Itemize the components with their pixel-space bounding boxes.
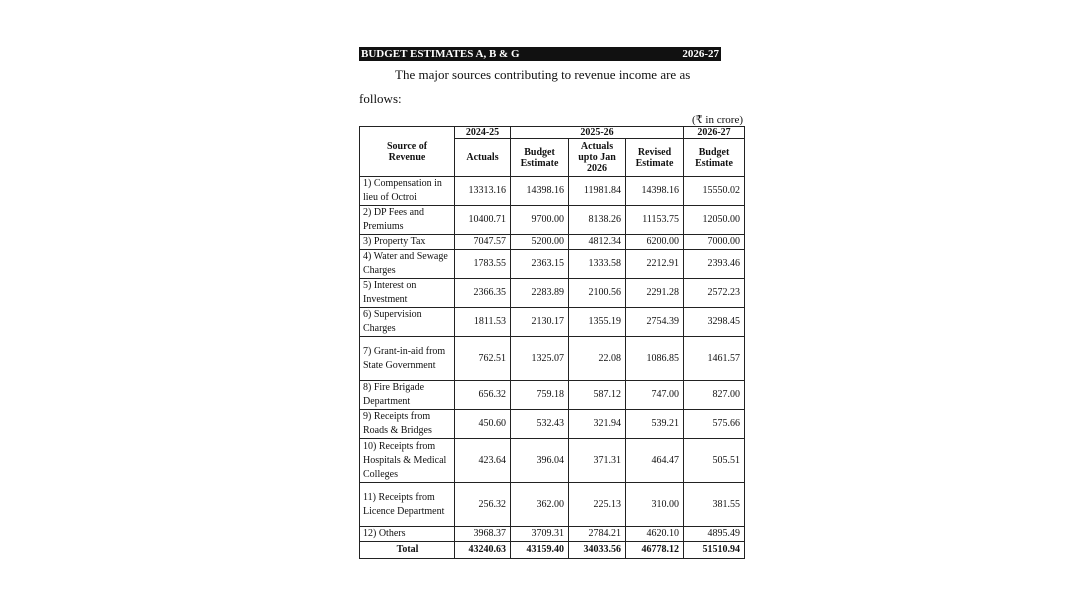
row-value: 2212.91 [626, 250, 684, 279]
row-value: 3968.37 [455, 527, 511, 542]
row-source: 3) Property Tax [360, 235, 455, 250]
row-value: 532.43 [511, 410, 569, 439]
table-row [360, 235, 745, 250]
row-value: 7047.57 [455, 235, 511, 250]
row-value: 362.00 [511, 483, 569, 527]
column-header: Budget Estimate [684, 139, 745, 177]
row-value: 2100.56 [569, 279, 626, 308]
table-row [360, 337, 745, 381]
table-row [360, 410, 745, 439]
row-source: 4) Water and Sewage Charges [360, 250, 455, 279]
table-row [360, 483, 745, 527]
row-value: 7000.00 [684, 235, 745, 250]
row-value: 13313.16 [455, 177, 511, 206]
row-value: 587.12 [569, 381, 626, 410]
total-value: 51510.94 [684, 542, 745, 559]
row-source: 1) Compensation in lieu of Octroi [360, 177, 455, 206]
row-value: 4620.10 [626, 527, 684, 542]
table-row [360, 308, 745, 337]
row-value: 14398.16 [511, 177, 569, 206]
row-value: 1811.53 [455, 308, 511, 337]
table-row [360, 439, 745, 483]
total-row [360, 542, 745, 559]
table-row [360, 527, 745, 542]
source-header: Source of Revenue [360, 127, 455, 177]
row-value: 2366.35 [455, 279, 511, 308]
year-header-2026-27: 2026-27 [684, 127, 745, 139]
row-source: 6) Supervision Charges [360, 308, 455, 337]
section-year: 2026-27 [682, 48, 719, 60]
column-header: Budget Estimate [511, 139, 569, 177]
row-value: 3298.45 [684, 308, 745, 337]
row-value: 505.51 [684, 439, 745, 483]
row-value: 1325.07 [511, 337, 569, 381]
row-value: 4812.34 [569, 235, 626, 250]
row-value: 14398.16 [626, 177, 684, 206]
row-source: 8) Fire Brigade Department [360, 381, 455, 410]
row-value: 225.13 [569, 483, 626, 527]
row-value: 575.66 [684, 410, 745, 439]
row-value: 2393.46 [684, 250, 745, 279]
row-value: 2283.89 [511, 279, 569, 308]
row-value: 450.60 [455, 410, 511, 439]
section-banner [359, 47, 721, 61]
row-value: 22.08 [569, 337, 626, 381]
intro-line-2: follows: [359, 91, 402, 106]
row-value: 5200.00 [511, 235, 569, 250]
row-value: 12050.00 [684, 206, 745, 235]
row-value: 310.00 [626, 483, 684, 527]
row-value: 1783.55 [455, 250, 511, 279]
row-value: 6200.00 [626, 235, 684, 250]
row-value: 2291.28 [626, 279, 684, 308]
intro-paragraph [359, 63, 745, 111]
row-value: 256.32 [455, 483, 511, 527]
row-value: 1355.19 [569, 308, 626, 337]
table-row [360, 279, 745, 308]
column-header: Actuals upto Jan 2026 [569, 139, 626, 177]
row-value: 747.00 [626, 381, 684, 410]
total-value: 43159.40 [511, 542, 569, 559]
row-value: 381.55 [684, 483, 745, 527]
year-header-2024-25: 2024-25 [455, 127, 511, 139]
row-value: 2363.15 [511, 250, 569, 279]
row-value: 2572.23 [684, 279, 745, 308]
column-header: Revised Estimate [626, 139, 684, 177]
row-source: 12) Others [360, 527, 455, 542]
unit-note: (₹ in crore) [692, 114, 743, 126]
row-source: 7) Grant-in-aid from State Government [360, 337, 455, 381]
row-value: 3709.31 [511, 527, 569, 542]
budget-document [359, 47, 745, 559]
row-value: 15550.02 [684, 177, 745, 206]
total-value: 46778.12 [626, 542, 684, 559]
row-value: 656.32 [455, 381, 511, 410]
row-value: 762.51 [455, 337, 511, 381]
row-value: 1461.57 [684, 337, 745, 381]
row-value: 8138.26 [569, 206, 626, 235]
year-header-2025-26: 2025-26 [511, 127, 684, 139]
row-value: 4895.49 [684, 527, 745, 542]
revenue-table [359, 126, 745, 559]
table-row [360, 381, 745, 410]
row-value: 371.31 [569, 439, 626, 483]
row-source: 9) Receipts from Roads & Bridges [360, 410, 455, 439]
intro-line-1: The major sources contributing to revenue income are as [395, 67, 691, 82]
row-value: 423.64 [455, 439, 511, 483]
row-value: 464.47 [626, 439, 684, 483]
row-value: 2784.21 [569, 527, 626, 542]
table-row [360, 177, 745, 206]
table-row [360, 206, 745, 235]
table-row [360, 250, 745, 279]
row-value: 2754.39 [626, 308, 684, 337]
row-value: 827.00 [684, 381, 745, 410]
row-value: 9700.00 [511, 206, 569, 235]
row-source: 5) Interest on Investment [360, 279, 455, 308]
row-value: 539.21 [626, 410, 684, 439]
row-value: 396.04 [511, 439, 569, 483]
column-header: Actuals [455, 139, 511, 177]
row-value: 321.94 [569, 410, 626, 439]
total-value: 34033.56 [569, 542, 626, 559]
row-value: 11153.75 [626, 206, 684, 235]
total-value: 43240.63 [455, 542, 511, 559]
row-value: 759.18 [511, 381, 569, 410]
row-source: 10) Receipts from Hospitals & Medical Colleges [360, 439, 455, 483]
row-value: 11981.84 [569, 177, 626, 206]
row-value: 1333.58 [569, 250, 626, 279]
total-label: Total [360, 542, 455, 559]
row-value: 2130.17 [511, 308, 569, 337]
row-source: 2) DP Fees and Premiums [360, 206, 455, 235]
section-title: BUDGET ESTIMATES A, B & G [361, 48, 520, 60]
row-value: 10400.71 [455, 206, 511, 235]
row-source: 11) Receipts from Licence Department [360, 483, 455, 527]
row-value: 1086.85 [626, 337, 684, 381]
